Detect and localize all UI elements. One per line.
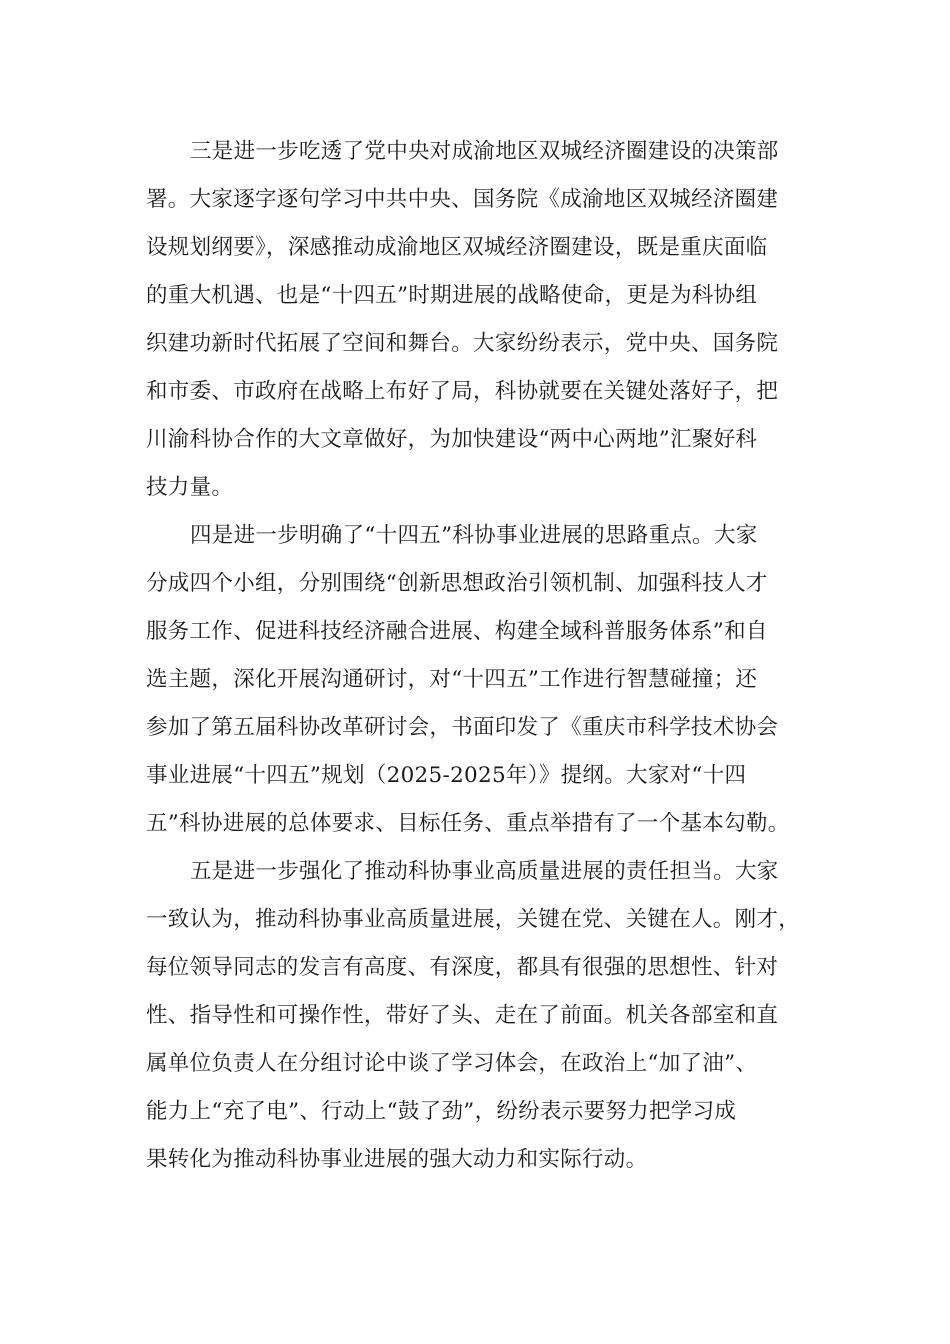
text-line: 的重大机遇、也是“十四五”时期进展的战略使命，更是为科协组 <box>146 283 758 308</box>
text-line: 事业进展“十四五”规划（2025-2025年）》提纲。大家对“十四 <box>146 763 747 788</box>
text-line: 和市委、市政府在战略上布好了局，科协就要在关键处落好子，把 <box>146 379 779 404</box>
text-line: 五”科协进展的总体要求、目标任务、重点举措有了一个基本勾勒。 <box>146 811 790 836</box>
text-line: 性、指导性和可操作性，带好了头、走在了前面。机关各部室和直 <box>146 1003 779 1028</box>
text-line: 技力量。 <box>146 475 234 500</box>
text-line: 参加了第五届科协改革研讨会，书面印发了《重庆市科学技术协会 <box>146 715 779 740</box>
text-line: 设规划纲要》，深感推动成渝地区双城经济圈建设，既是重庆面临 <box>146 235 768 260</box>
text-line: 属单位负责人在分组讨论中谈了学习体会，在政治上“加了油”、 <box>146 1051 758 1076</box>
paragraph-3 <box>146 128 826 512</box>
text-line: 三是进一步吃透了党中央对成渝地区双城经济圈建设的决策部 <box>190 139 779 164</box>
text-line: 织建功新时代拓展了空间和舞台。大家纷纷表示，党中央、国务院 <box>146 331 779 356</box>
text-line: 一致认为，推动科协事业高质量进展，关键在党、关键在人。刚才， <box>146 907 801 932</box>
paragraph-5 <box>146 848 826 1184</box>
text-line: 五是进一步强化了推动科协事业高质量进展的责任担当。大家 <box>190 859 779 884</box>
document-body <box>146 128 826 1184</box>
paragraph-4 <box>146 512 826 848</box>
text-line: 署。大家逐字逐句学习中共中央、国务院《成渝地区双城经济圈建 <box>146 187 779 212</box>
text-line: 选主题，深化开展沟通研讨，对“十四五”工作进行智慧碰撞；还 <box>146 667 758 692</box>
text-line: 分成四个小组，分别围绕“创新思想政治引领机制、加强科技人才 <box>146 571 768 596</box>
text-line: 果转化为推动科协事业进展的强大动力和实际行动。 <box>146 1147 648 1172</box>
text-line: 能力上“充了电”、行动上“鼓了劲”，纷纷表示要努力把学习成 <box>146 1099 737 1124</box>
text-line: 川渝科协合作的大文章做好，为加快建设“两中心两地”汇聚好科 <box>146 427 758 452</box>
text-line: 每位领导同志的发言有高度、有深度，都具有很强的思想性、针对 <box>146 955 779 980</box>
text-line: 四是进一步明确了“十四五”科协事业进展的思路重点。大家 <box>190 523 758 548</box>
text-line: 服务工作、促进科技经济融合进展、构建全域科普服务体系”和自 <box>146 619 768 644</box>
